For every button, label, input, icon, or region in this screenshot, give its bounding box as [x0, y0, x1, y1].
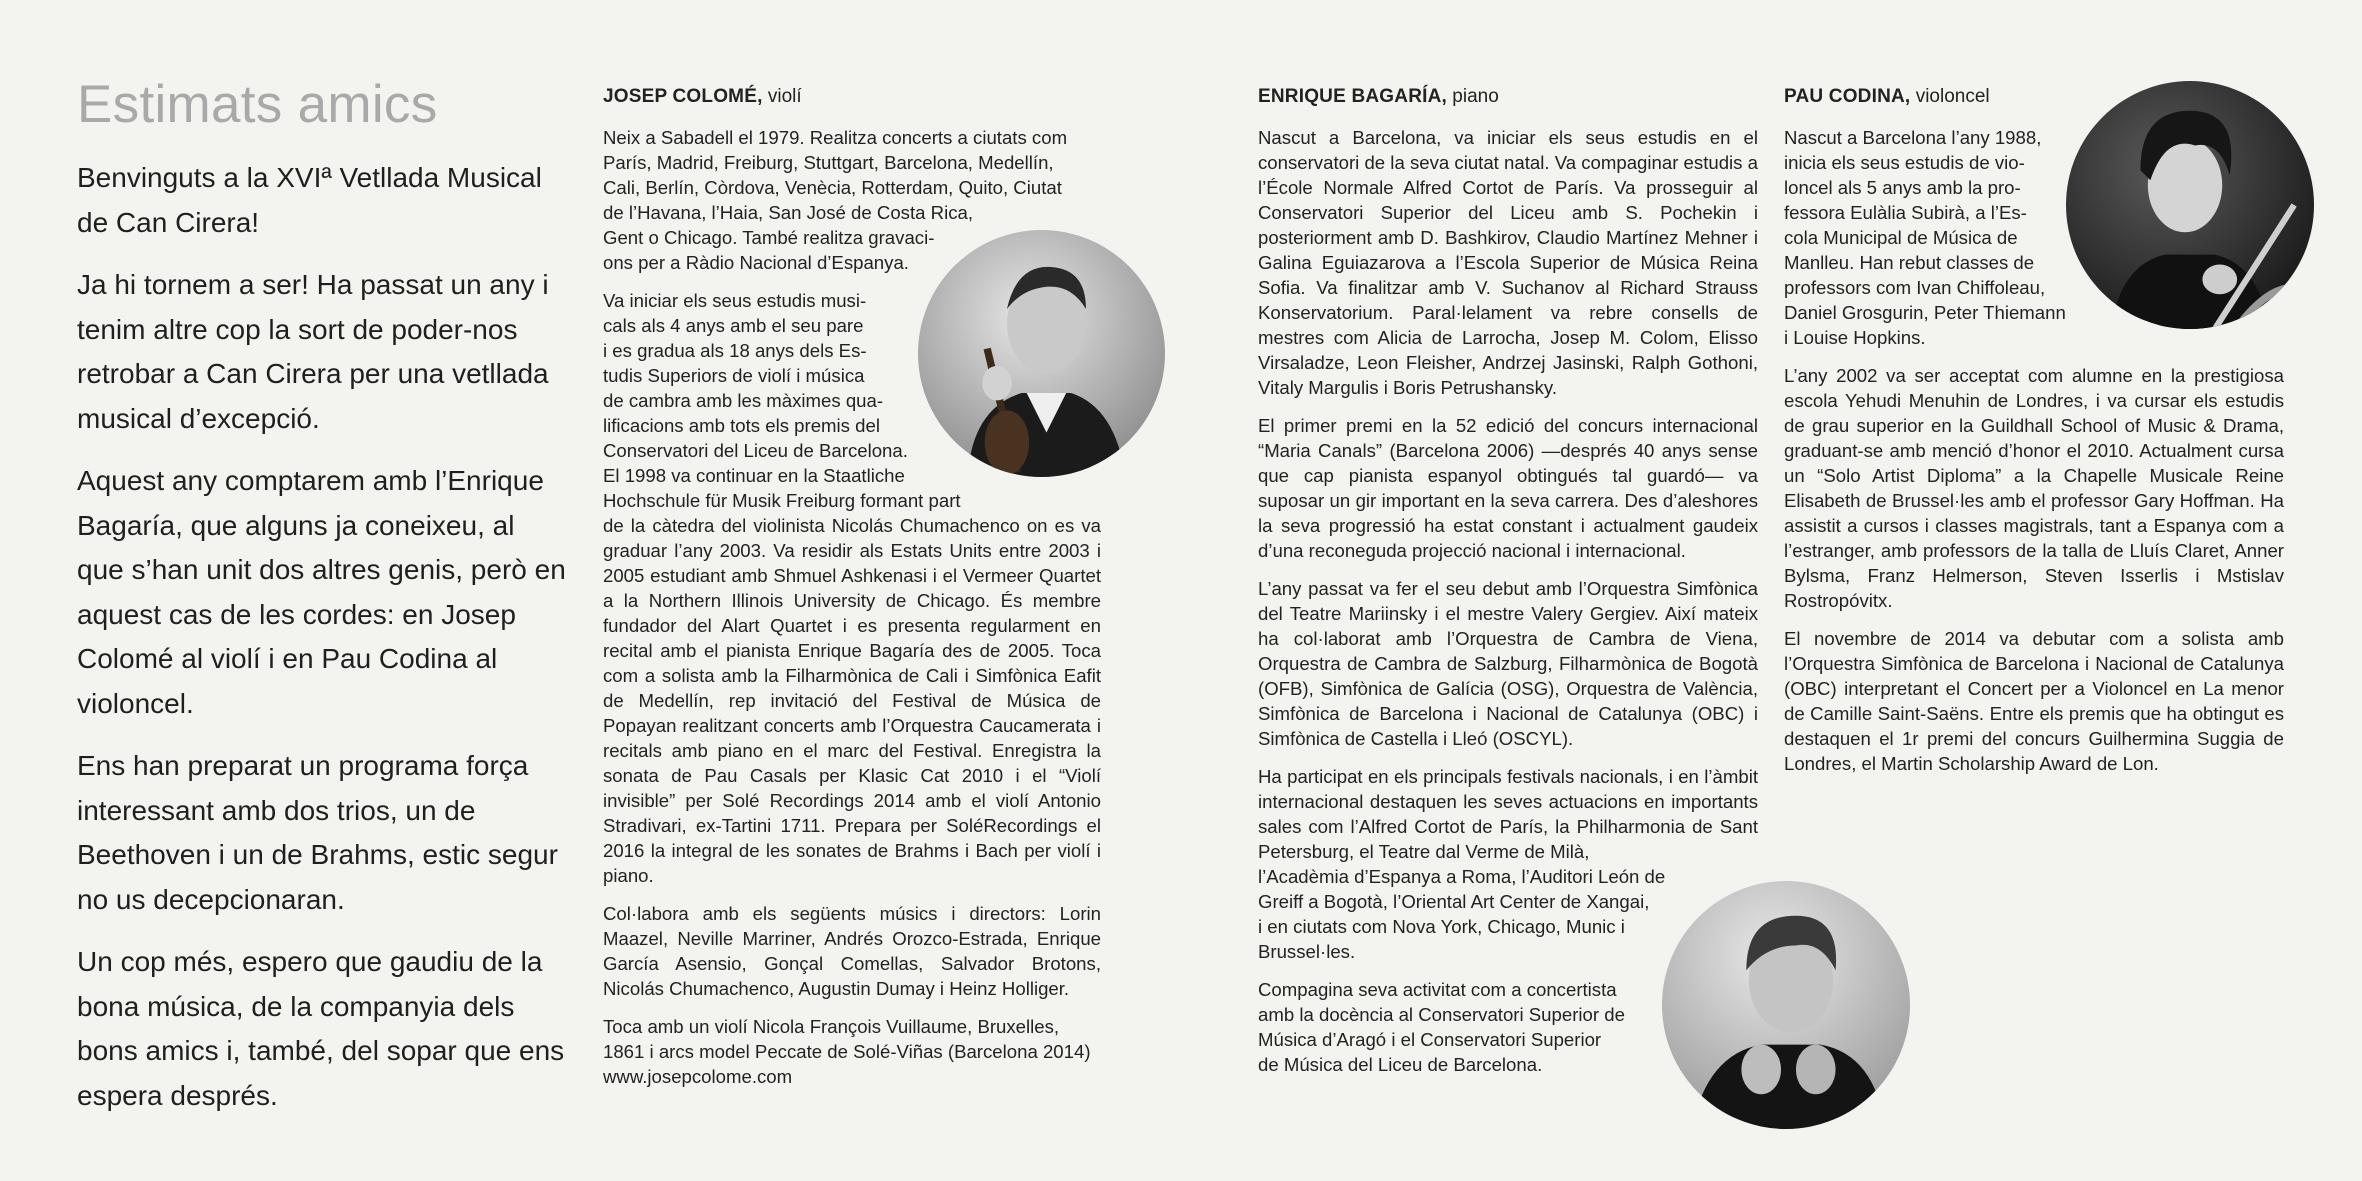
bio-line: Nascut a Barcelona l’any 1988,	[1784, 127, 2042, 148]
bio-line: i Louise Hopkins.	[1784, 327, 1926, 348]
bio-paragraph: El novembre de 2014 va debutar com a solista amb l’Orquestra Simfònica de Barcelona i Nacional de Catalunya (OBC) interpretant el Concert per a Violoncel en La menor de Camille Saint-Saëns. Entre els premis que ha obtingut es destaquen el 1r premi del concurs Guilhermina Suggia de Londres, el Martin Scholarship Award de Lon.	[1784, 628, 2284, 774]
bio-line: lificacions amb tots els premis del	[603, 415, 880, 436]
bio-paragraph: El primer premi en la 52 edició del concurs internacional “Maria Canals” (Barcelona 2006) —després 40 anys sense que cap pianista espanyol obtingués tal guardó— va suposar un gir important en la seva carrera. Des d’aleshores la seva progressió ha estat constant i actualment gaudeix d’una reconeguda projecció nacional i internacional.	[1258, 415, 1758, 561]
bio-line: i en ciutats com Nova York, Chicago, Munic i	[1258, 916, 1625, 937]
bio-line: El 1998 va continuar en la Staatliche	[603, 465, 905, 486]
bio-line: ons per a Ràdio Nacional d’Espanya.	[603, 252, 909, 273]
bio-line: Gent o Chicago. També realitza gravaci-	[603, 227, 935, 248]
bio-text: Toca amb un violí Nicola François Vuillaume, Bruxelles, 1861 i arcs model Peccate de Solé-Viñas (Barcelona 2014)	[603, 1016, 1091, 1062]
welcome-paragraph: Un cop més, espero que gaudiu de la bona música, de la companyia dels bons amics i, també, del sopar que ens espera després.	[77, 946, 565, 1111]
bio-line: professors com Ivan Chiffoleau,	[1784, 277, 2046, 298]
bio-line: París, Madrid, Freiburg, Stuttgart, Barcelona, Medellín,	[603, 152, 1054, 173]
violinist-photo	[918, 230, 1165, 477]
bio-line: Compagina seva activitat com a concertista	[1258, 979, 1617, 1000]
bio-line: Daniel Grosgurin, Peter Thiemann	[1784, 302, 2066, 323]
bio-heading-enrique	[1258, 84, 1758, 109]
bio-line: loncel als 5 anys amb la pro-	[1784, 177, 2021, 198]
portrait-enrique-bagaria	[1662, 881, 1910, 1129]
welcome-letter	[77, 156, 567, 1136]
bio-line: de l’Havana, l’Haia, San José de Costa Rica,	[603, 202, 974, 223]
bio-paragraph: Nascut a Barcelona, va iniciar els seus estudis en el conservatori de la seva ciutat natal. Va compaginar estudis a l’École Normale Alfred Cortot de París. Va prosseguir al Conservatori Superior del Liceu amb S. Pochekin i posteriorment amb D. Bashkirov, Claudio Martínez Mehner i Galina Eguiazarova a l’Escola Superior de Música Reina Sofia. Va finalitzar amb V. Suchanov al Richard Strauss Konservatorium. Paral·lelament va rebre consells de mestres com Alicia de Larrocha, Josep M. Colom, Elisso Virsaladze, Leon Fleisher, Andrzej Jasinski, Ralph Gothoni, Vitaly Margulis i Boris Petrushansky.	[1258, 127, 1758, 398]
bio-line: Conservatori del Liceu de Barcelona.	[603, 440, 908, 461]
artist-instrument: violí	[767, 86, 802, 107]
bio-text: de la càtedra del violinista Nicolás Chumachenco on es va graduar l’any 2003. Va residir als Estats Units entre 2003 i 2005 estudiant amb Shmuel Ashkenasi i el Vermeer Quartet a la Northern Illinois University de Chicago. És membre fundador del Alart Quartet i es presenta regularment en recital amb el pianista Enrique Bagaría des de 2005. Toca com a solista amb la Filharmònica de Cali i Simfònica Eafit de Medellín, rep invitació del Festival de Música de Popayan realitzant concerts amb l’Orquestra Caucamerata i recitals amb piano en el marc del Festival. Enregistra la sonata de Pau Casals per Klasic Cat 2010 i el “Violí invisible” per Solé Recordings 2014 amb el violí Antonio Stradivari, ex-Tartini 1711. Prepara per SoléRecordings el 2016 la integral de les sonates de Brahms i Bach per violí i piano.	[603, 515, 1101, 886]
artist-instrument: piano	[1452, 86, 1499, 107]
welcome-paragraph: Ja hi tornem a ser! Ha passat un any i tenim altre cop la sort de poder-nos retrobar a Can Cirera per una vetllada musical d’excepció.	[77, 269, 549, 434]
bio-line: cola Municipal de Música de	[1784, 227, 2018, 248]
bio-paragraph: L’any 2002 va ser acceptat com alumne en la prestigiosa escola Yehudi Menuhin de Londres, i va cursar els estudis de grau superior en la Guildhall School of Music & Drama, graduant-se amb menció d’honor el 2010. Actualment cursa un “Solo Artist Diploma” a la Chapelle Musicale Reine Elisabeth de Brussel·les amb el professor Gary Hoffman. Ha assistit a cursos i classes magistrals, tant a Espanya com a l’estranger, amb professors de la talla de Lluís Claret, Anner Bylsma, Franz Helmerson, Steven Isserlis i Mstislav Rostropóvitx.	[1784, 365, 2284, 611]
bio-paragraph: L’any passat va fer el seu debut amb l’Orquestra Simfònica del Teatre Mariinsky i el mestre Valery Gergiev. Així mateix ha col·laborat amb l’Orquestra de Cambra de Viena, Orquestra de Cambra de Salzburg, Filharmònica de Bogotà (OFB), Simfònica de Galícia (OSG), Orquestra de València, Simfònica de Barcelona i Nacional de Catalunya (OBC) i Simfònica de Castella i Lleó (OSCYL).	[1258, 578, 1758, 749]
cellist-photo	[2066, 81, 2314, 329]
portrait-pau-codina	[2066, 81, 2314, 329]
bio-line: i es gradua als 18 anys dels Es-	[603, 340, 867, 361]
artist-instrument: violoncel	[1915, 86, 1990, 107]
bio-line: fessora Eulàlia Subirà, a l’Es-	[1784, 202, 2027, 223]
artist-name: ENRIQUE BAGARÍA,	[1258, 86, 1447, 107]
website-link[interactable]: www.josepcolome.com	[603, 1066, 793, 1087]
bio-line: de cambra amb les màximes qua-	[603, 390, 884, 411]
bio-line: inicia els seus estudis de vio-	[1784, 152, 2025, 173]
bio-line: Manlleu. Han rebut classes de	[1784, 252, 2035, 273]
bio-line: Greiff a Bogotà, l’Oriental Art Center de Xangai,	[1258, 891, 1650, 912]
bio-line: Va iniciar els seus estudis musi-	[603, 290, 867, 311]
bio-line: amb la docència al Conservatori Superior de	[1258, 1004, 1625, 1025]
bio-paragraph: Col·labora amb els següents músics i directors: Lorin Maazel, Neville Marriner, Andrés Orozco-Estrada, Enrique García Asensio, Gonçal Comellas, Salvador Brotons, Nicolás Chumachenco, Augustin Dumay i Heinz Holliger.	[603, 903, 1101, 999]
bio-line: tudis Superiors de violí i música	[603, 365, 865, 386]
page-title: Estimats amics	[77, 75, 438, 134]
artist-name: PAU CODINA,	[1784, 86, 1911, 107]
bio-line: cals als 4 anys amb el seu pare	[603, 315, 864, 336]
portrait-josep-colome	[918, 230, 1165, 477]
bio-line: l’Acadèmia d’Espanya a Roma, l’Auditori León de	[1258, 866, 1666, 887]
bio-heading-josep	[603, 84, 1101, 109]
welcome-paragraph: Aquest any comptarem amb l’Enrique Bagaría, que alguns ja coneixeu, al que s’han unit dos altres genis, però en aquest cas de les cordes: en Josep Colomé al violí i en Pau Codina al violoncel.	[77, 465, 566, 719]
bio-line: Cali, Berlín, Còrdova, Venècia, Rotterdam, Quito, Ciutat	[603, 177, 1062, 198]
bio-line: Brussel·les.	[1258, 941, 1356, 962]
bio-line: Neix a Sabadell el 1979. Realitza concerts a ciutats com	[603, 127, 1068, 148]
bio-line: Hochschule für Musik Freiburg formant part	[603, 490, 961, 511]
bio-line: Música d’Aragó i el Conservatori Superior	[1258, 1029, 1602, 1050]
welcome-paragraph: Ens han preparat un programa força interessant amb dos trios, un de Beethoven i un de Brahms, estic segur no us decepcionaran.	[77, 750, 558, 915]
welcome-paragraph: Benvinguts a la XVIª Vetllada Musical de Can Cirera!	[77, 162, 542, 238]
artist-name: JOSEP COLOMÉ,	[603, 86, 763, 107]
bio-paragraph	[603, 1014, 1101, 1089]
pianist-photo	[1662, 881, 1910, 1129]
bio-line: de Música del Liceu de Barcelona.	[1258, 1054, 1543, 1075]
bio-text: Ha participat en els principals festivals nacionals, i en l’àmbit internacional destaquen les seves actuacions en importants sales com l’Alfred Cortot de París, la Philharmonia de Sant Petersburg, el Teatre dal Verme de Milà,	[1258, 766, 1758, 862]
